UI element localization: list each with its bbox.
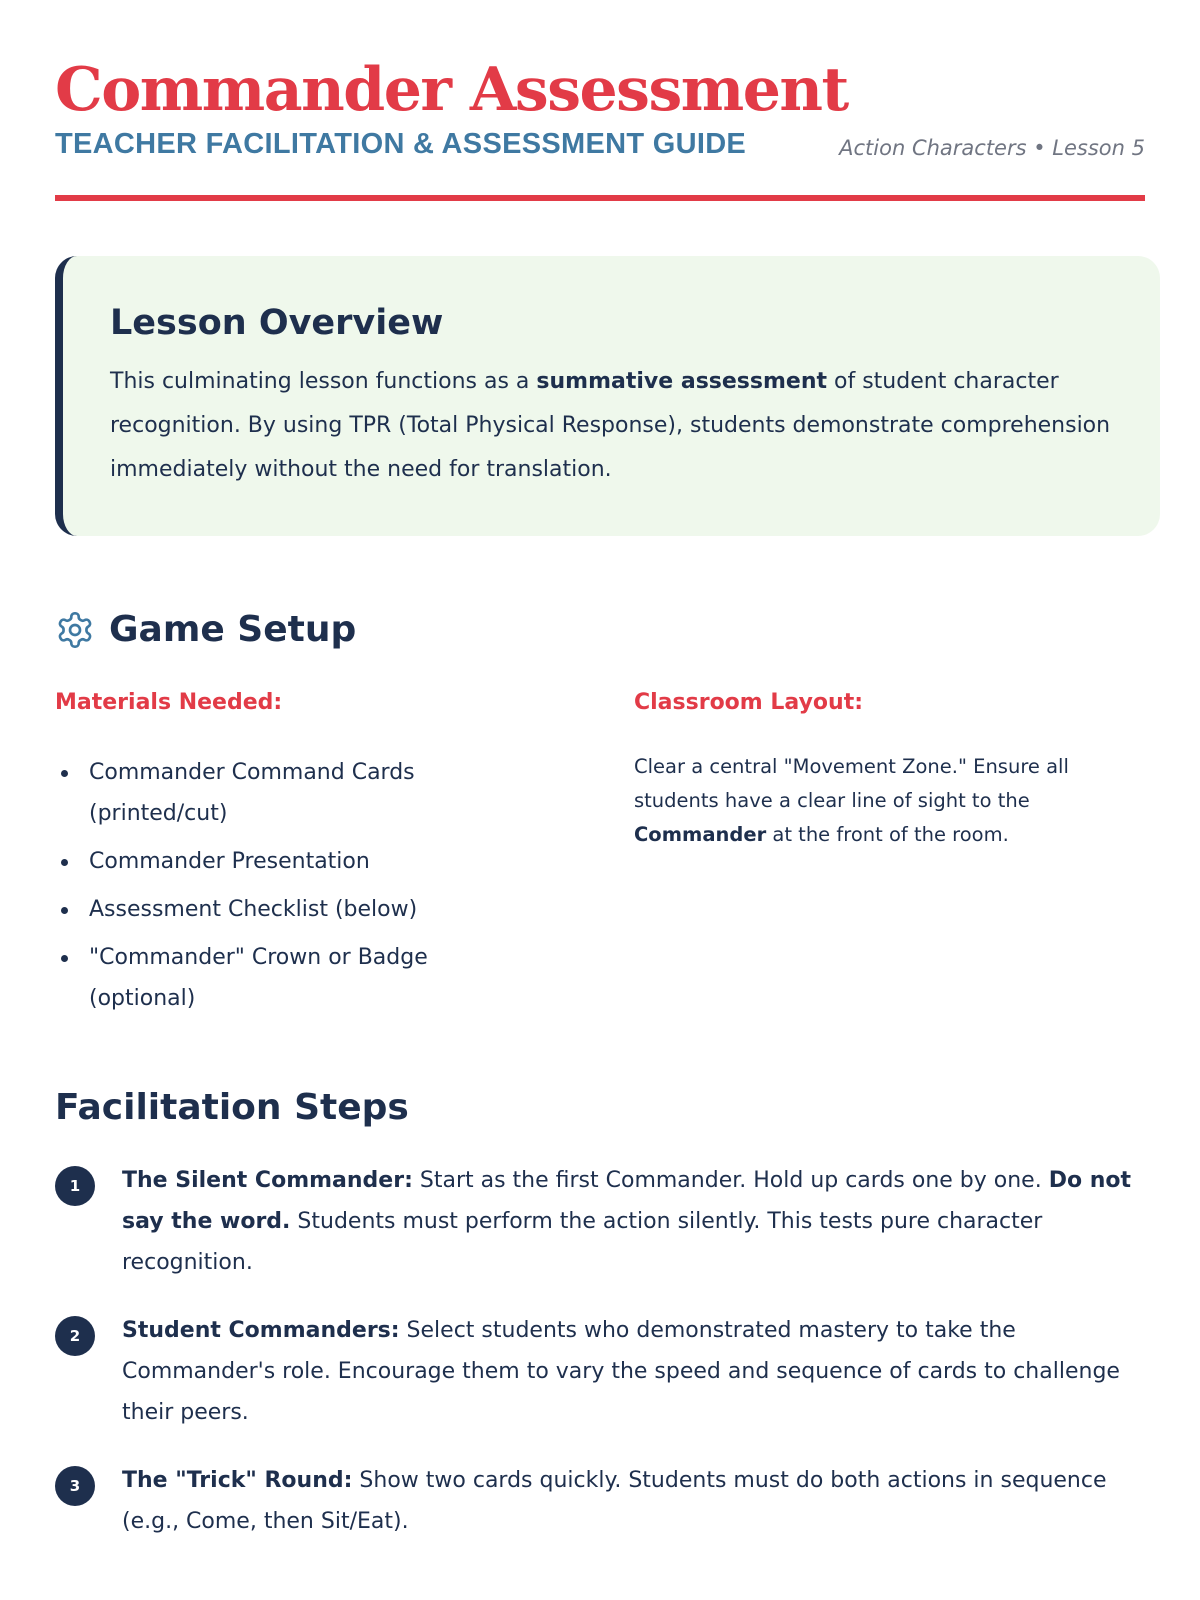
game-setup-title: Game Setup	[109, 609, 357, 650]
list-item: Assessment Checklist (below)	[55, 889, 515, 930]
page-subtitle: TEACHER FACILITATION & ASSESSMENT GUIDE	[55, 128, 747, 160]
overview-text	[110, 360, 1120, 492]
step-body-end: Students must perform the action silently. This tests pure character recognition.	[122, 1209, 1043, 1275]
step-label: The "Trick" Round:	[122, 1468, 353, 1493]
step-number-badge: 2	[55, 1316, 95, 1356]
layout-text-bold: Commander	[634, 823, 767, 846]
list-item: Commander Presentation	[55, 841, 515, 882]
step-item	[55, 1160, 1165, 1283]
step-body: Show two cards quickly. Students must do both actions in sequence (e.g., Come, then Sit/Eat).	[122, 1468, 1107, 1534]
classroom-layout-title: Classroom Layout:	[634, 690, 864, 715]
step-text	[122, 1310, 1165, 1433]
materials-list	[55, 752, 515, 1019]
lesson-meta: Action Characters • Lesson 5	[839, 136, 1145, 160]
layout-text-start: Clear a central "Movement Zone." Ensure all students have a clear line of sight to the	[634, 755, 1069, 812]
classroom-layout-column	[634, 688, 1114, 852]
overview-text-end: of student character recognition. By using TPR (Total Physical Response), students demonstrate comprehension immediately without the need for translation.	[110, 369, 1111, 482]
gear-icon	[55, 610, 95, 650]
step-item	[55, 1460, 1165, 1542]
overview-text-start: This culminating lesson functions as a	[110, 369, 537, 394]
step-number-badge: 3	[55, 1466, 95, 1506]
list-item: Commander Command Cards (printed/cut)	[55, 752, 515, 834]
materials-column	[55, 688, 515, 1026]
overview-heading: Lesson Overview	[110, 303, 444, 343]
step-label: The Silent Commander:	[122, 1168, 413, 1193]
materials-title: Materials Needed:	[55, 690, 283, 715]
header	[55, 0, 1145, 202]
page-title: Commander Assessment	[55, 55, 848, 125]
layout-text-end: at the front of the room.	[766, 823, 1009, 846]
header-divider	[55, 195, 1145, 201]
step-label: Student Commanders:	[122, 1318, 400, 1343]
list-item: "Commander" Crown or Badge (optional)	[55, 937, 515, 1019]
game-setup-heading	[55, 604, 356, 656]
step-text	[122, 1160, 1165, 1283]
step-body: Start as the first Commander. Hold up cards one by one.	[412, 1168, 1049, 1193]
facilitation-heading: Facilitation Steps	[55, 1087, 409, 1128]
facilitation-steps	[55, 1160, 1165, 1569]
classroom-layout-text	[634, 750, 1114, 852]
step-text	[122, 1460, 1165, 1542]
step-number-badge: 1	[55, 1166, 95, 1206]
overview-text-bold: summative assessment	[536, 369, 828, 394]
lesson-overview-card	[55, 256, 1160, 536]
step-body: Select students who demonstrated mastery to take the Commander's role. Encourage them to vary the speed and sequence of cards to challenge their peers.	[122, 1318, 1120, 1425]
step-emphasis: Do not say the word.	[122, 1168, 1132, 1234]
step-item	[55, 1310, 1165, 1433]
